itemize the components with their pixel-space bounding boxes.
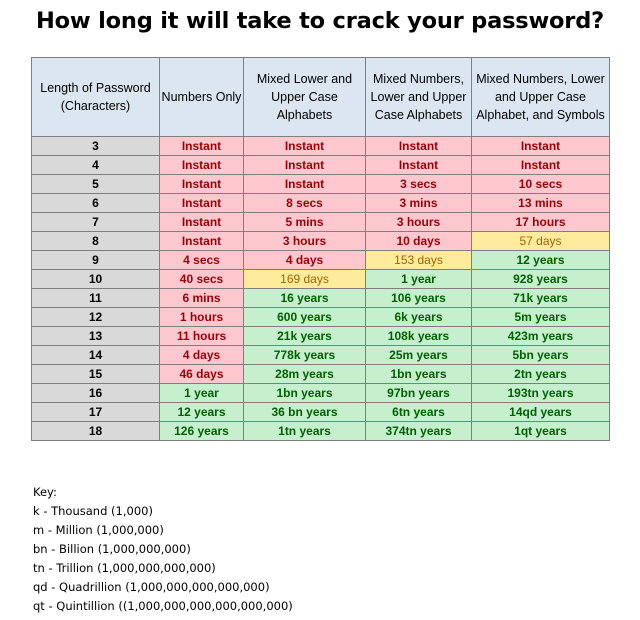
crack-time-cell: 1tn years [244, 422, 366, 441]
crack-time-cell: 1bn years [244, 384, 366, 403]
crack-time-cell: 4 days [160, 346, 244, 365]
crack-time-cell: Instant [160, 137, 244, 156]
crack-time-cell: 108k years [366, 327, 472, 346]
crack-time-cell: 8 secs [244, 194, 366, 213]
crack-time-cell: 5 mins [244, 213, 366, 232]
crack-time-cell: Instant [472, 137, 610, 156]
crack-time-cell: 46 days [160, 365, 244, 384]
table-row [32, 251, 610, 270]
table-body [32, 137, 610, 441]
table-row [32, 156, 610, 175]
length-cell: 18 [32, 422, 160, 441]
crack-time-cell: 21k years [244, 327, 366, 346]
crack-time-cell: 4 days [244, 251, 366, 270]
key-item: m - Million (1,000,000) [33, 523, 164, 537]
crack-time-cell: 2tn years [472, 365, 610, 384]
length-cell: 6 [32, 194, 160, 213]
crack-time-cell: 1qt years [472, 422, 610, 441]
table-row [32, 213, 610, 232]
crack-time-cell: 16 years [244, 289, 366, 308]
crack-time-cell: 11 hours [160, 327, 244, 346]
crack-time-cell: 28m years [244, 365, 366, 384]
crack-time-cell: 10 secs [472, 175, 610, 194]
length-cell: 17 [32, 403, 160, 422]
table-row [32, 308, 610, 327]
length-cell: 14 [32, 346, 160, 365]
crack-time-cell: 5bn years [472, 346, 610, 365]
crack-time-cell: 778k years [244, 346, 366, 365]
table-row [32, 346, 610, 365]
crack-time-cell: 3 secs [366, 175, 472, 194]
crack-time-cell: Instant [366, 156, 472, 175]
length-cell: 13 [32, 327, 160, 346]
crack-time-cell: 10 days [366, 232, 472, 251]
crack-time-cell: Instant [160, 194, 244, 213]
crack-time-cell: Instant [472, 156, 610, 175]
crack-time-cell: 928 years [472, 270, 610, 289]
password-crack-table [31, 57, 610, 441]
crack-time-cell: 4 secs [160, 251, 244, 270]
crack-time-cell: 71k years [472, 289, 610, 308]
length-cell: 5 [32, 175, 160, 194]
key-item: qt - Quintillion ((1,000,000,000,000,000,000) [33, 599, 293, 613]
header-mixed-case: Mixed Lower and Upper Case Alphabets [244, 58, 366, 137]
crack-time-cell: 6k years [366, 308, 472, 327]
crack-time-cell: 6 mins [160, 289, 244, 308]
crack-time-cell: 97bn years [366, 384, 472, 403]
table-row [32, 194, 610, 213]
crack-time-cell: 126 years [160, 422, 244, 441]
crack-time-cell: Instant [160, 213, 244, 232]
crack-time-cell: 600 years [244, 308, 366, 327]
crack-time-cell: 169 days [244, 270, 366, 289]
crack-time-cell: 5m years [472, 308, 610, 327]
crack-time-cell: Instant [160, 156, 244, 175]
crack-time-cell: 13 mins [472, 194, 610, 213]
crack-time-cell: 17 hours [472, 213, 610, 232]
crack-time-cell: Instant [366, 137, 472, 156]
length-cell: 11 [32, 289, 160, 308]
length-cell: 8 [32, 232, 160, 251]
table-row [32, 175, 610, 194]
length-cell: 4 [32, 156, 160, 175]
crack-time-cell: 3 hours [366, 213, 472, 232]
table-row [32, 289, 610, 308]
length-cell: 15 [32, 365, 160, 384]
crack-time-cell: 193tn years [472, 384, 610, 403]
key-heading: Key: [33, 485, 57, 499]
page-title: How long it will take to crack your password? [36, 8, 604, 34]
crack-time-cell: 374tn years [366, 422, 472, 441]
table-row [32, 384, 610, 403]
crack-time-cell: 3 mins [366, 194, 472, 213]
crack-time-cell: 106 years [366, 289, 472, 308]
length-cell: 7 [32, 213, 160, 232]
crack-time-cell: 423m years [472, 327, 610, 346]
table-row [32, 422, 610, 441]
key-item: tn - Trillion (1,000,000,000,000) [33, 561, 216, 575]
crack-time-cell: 25m years [366, 346, 472, 365]
crack-time-cell: 40 secs [160, 270, 244, 289]
table-row [32, 137, 610, 156]
length-cell: 3 [32, 137, 160, 156]
crack-time-cell: 14qd years [472, 403, 610, 422]
crack-time-cell: 153 days [366, 251, 472, 270]
header-mixed-all-symbols: Mixed Numbers, Lower and Upper Case Alphabet, and Symbols [472, 58, 610, 137]
crack-time-cell: 1bn years [366, 365, 472, 384]
crack-time-cell: 1 year [366, 270, 472, 289]
header-mixed-numbers-case: Mixed Numbers, Lower and Upper Case Alphabets [366, 58, 472, 137]
table-header-row [32, 58, 610, 137]
crack-time-cell: Instant [160, 232, 244, 251]
table-row [32, 232, 610, 251]
crack-time-cell: 36 bn years [244, 403, 366, 422]
table-row [32, 365, 610, 384]
length-cell: 10 [32, 270, 160, 289]
crack-time-cell: 12 years [160, 403, 244, 422]
crack-time-cell: Instant [160, 175, 244, 194]
crack-time-cell: 3 hours [244, 232, 366, 251]
table-row [32, 327, 610, 346]
table-row [32, 270, 610, 289]
key-item: qd - Quadrillion (1,000,000,000,000,000) [33, 580, 270, 594]
key-item: k - Thousand (1,000) [33, 504, 153, 518]
crack-time-cell: Instant [244, 137, 366, 156]
key-legend [33, 483, 293, 616]
key-item: bn - Billion (1,000,000,000) [33, 542, 191, 556]
length-cell: 12 [32, 308, 160, 327]
crack-time-cell: Instant [244, 175, 366, 194]
table-row [32, 403, 610, 422]
length-cell: 9 [32, 251, 160, 270]
header-length: Length of Password (Characters) [32, 58, 160, 137]
length-cell: 16 [32, 384, 160, 403]
crack-time-cell: 57 days [472, 232, 610, 251]
crack-time-cell: 1 hours [160, 308, 244, 327]
crack-time-cell: 1 year [160, 384, 244, 403]
crack-time-cell: 6tn years [366, 403, 472, 422]
crack-time-cell: 12 years [472, 251, 610, 270]
header-numbers-only: Numbers Only [160, 58, 244, 137]
crack-time-cell: Instant [244, 156, 366, 175]
